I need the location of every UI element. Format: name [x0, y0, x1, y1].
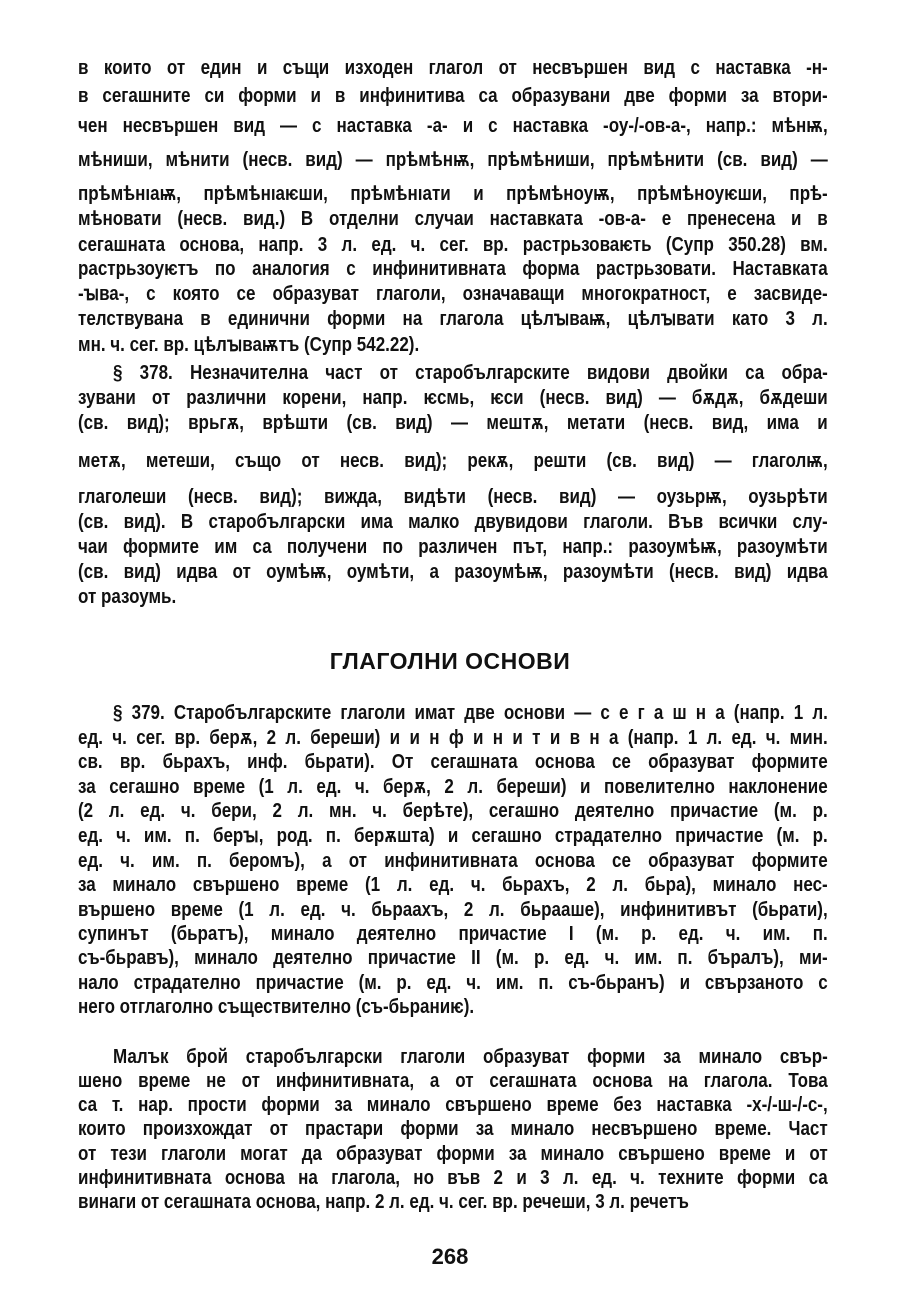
- text-line: § 378. Незначителна част от старобългарските видови двойки са обра-: [113, 362, 828, 384]
- text-line: (2 л. ед. ч. бери, 2 л. мн. ч. берѣте), сегашно деятелно причастие (м. р.: [78, 800, 828, 822]
- text-line: съ-бьравъ), минало деятелно причастие II (м. р. ед. ч. им. п. бъралъ), ми-: [78, 947, 828, 969]
- text-line: растрьзоуѥтъ по аналогия с инфинитивната форма растрьзовати. Наставката: [78, 258, 828, 280]
- text-line: мн. ч. сег. вр. цѣлꙑваѭтъ (Супр 542.22).: [78, 334, 420, 356]
- text-line: от разоумь.: [78, 586, 177, 608]
- text-line: св. вр. бьрахъ, инф. бьрати). От сегашната основа се образуват формите: [78, 751, 828, 773]
- text-line: § 379. Старобългарските глаголи имат две основи — с е г а ш н а (напр. 1 л.: [113, 702, 828, 724]
- section-heading: ГЛАГОЛНИ ОСНОВИ: [329, 648, 571, 674]
- text-line: мѣниши, мѣнити (несв. вид) — прѣмѣнѭ, прѣмѣниши, прѣмѣнити (св. вид) —: [78, 149, 828, 171]
- text-line: от тези глаголи могат да образуват форми за минало свършено време и от: [78, 1143, 828, 1165]
- text-line: (св. вид); врьгѫ, врѣшти (св. вид) — мештѫ, метати (несв. вид, има и: [78, 412, 828, 434]
- text-line: които произхождат от прастари форми за минало несвършено време. Част: [78, 1118, 828, 1140]
- text-line: -ꙑва-, с която се образуват глаголи, означаващи многократност, е засвиде-: [78, 283, 828, 305]
- text-line: нало страдателно причастие (м. р. ед. ч. им. п. съ-бьранъ) и свързаното с: [78, 972, 828, 994]
- text-line: в сегашните си форми и в инфинитива са образувани две форми за втори-: [78, 85, 828, 107]
- text-line: супинът (бьратъ), минало деятелно причастие I (м. р. ед. ч. им. п.: [78, 923, 828, 945]
- text-line: инфинитивната основа на глагола, но във 2 и 3 л. ед. ч. техните форми са: [78, 1167, 828, 1189]
- text-line: (св. вид). В старобългарски има малко двувидови глаголи. Във всички слу-: [78, 511, 828, 533]
- text-line: метѫ, метеши, също от несв. вид); рекѫ, решти (св. вид) — глаголѭ,: [78, 450, 828, 472]
- text-line: ед. ч. сег. вр. берѫ, 2 л. береши) и и н ф и н и т и в н а (напр. 1 л. ед. ч. мин.: [78, 727, 828, 749]
- text-line: глаголеши (несв. вид); вижда, видѣти (несв. вид) — оузьрѭ, оузьрѣти: [78, 486, 828, 508]
- text-line: са т. нар. прости форми за минало свършено време без наставка -х-/-ш-/-с-,: [78, 1094, 828, 1116]
- text-line: винаги от сегашната основа, напр. 2 л. ед. ч. сег. вр. речеши, 3 л. речетъ: [78, 1191, 689, 1213]
- text-line: вършено време (1 л. ед. ч. бьраахъ, 2 л. бьрааше), инфинитивът (бьрати),: [78, 899, 828, 921]
- text-line: сегашната основа, напр. 3 л. ед. ч. сег. вр. растрьзоваѥть (Супр 350.28) вм.: [78, 234, 828, 256]
- text-line: него отглаголно съществително (съ-бьраниѥ).: [78, 996, 475, 1018]
- text-line: прѣмѣнıаѭ, прѣмѣнıаѥши, прѣмѣнıати и прѣмѣноуѭ, прѣмѣноуѥши, прѣ-: [78, 183, 828, 205]
- text-line: за минало свършено време (1 л. ед. ч. бьрахъ, 2 л. бьра), минало нес-: [78, 874, 828, 896]
- page-number: 268: [431, 1244, 469, 1269]
- text-line: чен несвършен вид — с наставка -а- и с наставка -оу-/-ов-а-, напр.: мѣнѭ,: [78, 115, 828, 137]
- text-line: (св. вид) идва от оумѣѭ, оумѣти, а разоумѣѭ, разоумѣти (несв. вид) идва: [78, 561, 828, 583]
- text-line: ед. ч. им. п. берꙑ, род. п. берѫшта) и сегашно страдателно причастие (м. р.: [78, 825, 828, 847]
- text-line: Малък брой старобългарски глаголи образуват форми за минало свър-: [113, 1046, 828, 1068]
- text-line: чаи формите им са получени по различен път, напр.: разоумѣѭ, разоумѣти: [78, 536, 828, 558]
- text-line: телствувана в единични форми на глагола цѣлꙑваѭ, цѣлꙑвати като 3 л.: [78, 308, 828, 330]
- text-line: ед. ч. им. п. беромъ), а от инфинитивната основа се образуват формите: [78, 850, 828, 872]
- text-line: зувани от различни корени, напр. ѥсмь, ѥси (несв. вид) — бѫдѫ, бѫдеши: [78, 387, 828, 409]
- text-line: мѣновати (несв. вид.) В отделни случаи наставката -ов-а- е пренесена и в: [78, 208, 828, 230]
- text-line: за сегашно време (1 л. ед. ч. берѫ, 2 л. береши) и повелително наклонение: [78, 776, 828, 798]
- text-line: в които от един и същи изходен глагол от несвършен вид с наставка -н-: [78, 57, 828, 79]
- text-line: шено време не от инфинитивната, а от сегашната основа на глагола. Това: [78, 1070, 828, 1092]
